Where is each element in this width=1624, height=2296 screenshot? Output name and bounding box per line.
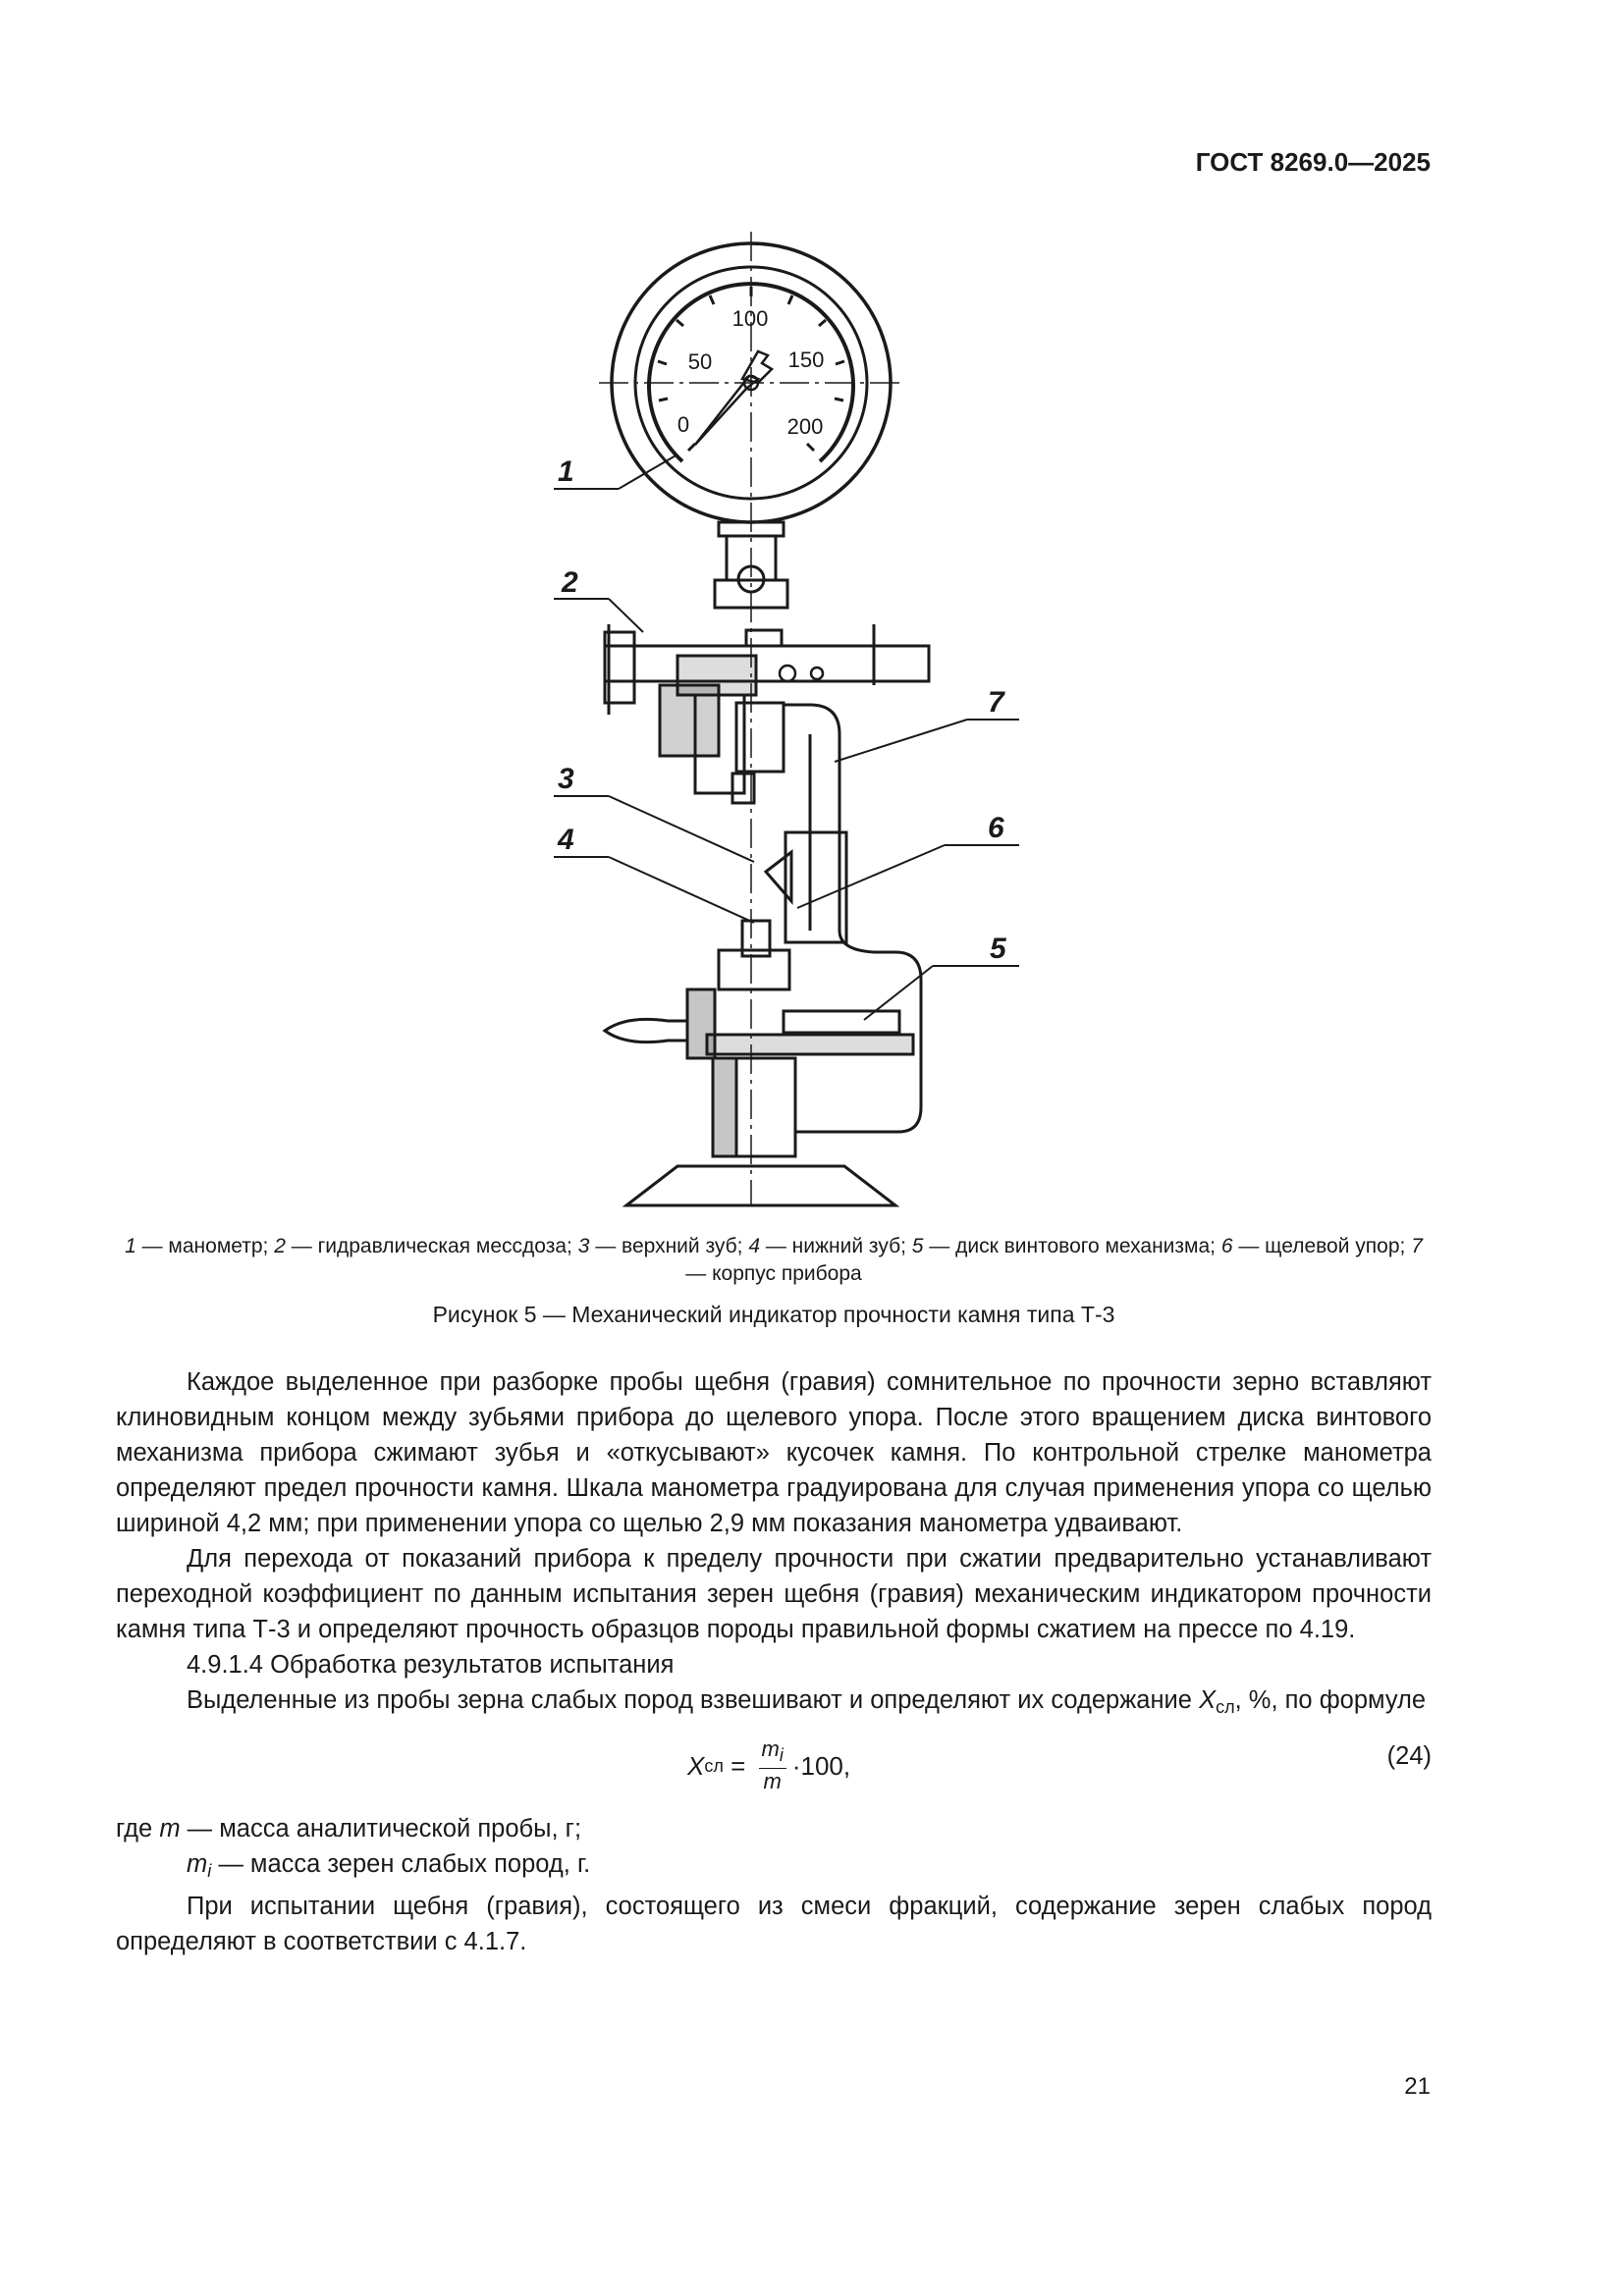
legend-num: 3 <box>577 1235 590 1257</box>
legend-text: — щелевой упор; <box>1232 1235 1412 1257</box>
numerator-sub: i <box>779 1745 784 1765</box>
legend-num: 2 <box>274 1235 286 1257</box>
paragraph-mixture: При испытании щебня (гравия), состоящего из смеси фракций, содержание зерен слабых пород определяют в соответствии с 4.1.7. <box>116 1893 1432 1955</box>
text-run: Выделенные из пробы зерна слабых пород взвешивают и определяют их содержание <box>187 1686 1200 1714</box>
legend-text: — манометр; <box>135 1235 275 1257</box>
callout-4: 4 <box>558 824 574 856</box>
callout-5: 5 <box>990 933 1006 965</box>
legend-text: — нижний зуб; <box>760 1235 912 1257</box>
fraction-denominator: m <box>763 1769 782 1793</box>
legend-text: — диск винтового механизма; <box>923 1235 1221 1257</box>
formula-tail: ·100, <box>791 1750 851 1781</box>
where-text: — масса зерен слабых пород, г. <box>211 1850 591 1878</box>
text-run: , %, по формуле <box>1234 1686 1427 1714</box>
formula-fraction <box>759 1736 786 1794</box>
legend-text: — корпус прибора <box>685 1262 862 1285</box>
equation-number: (24) <box>1386 1742 1432 1770</box>
gauge-label-50: 50 <box>687 349 713 374</box>
legend-text: — гидравлическая мессдоза; <box>285 1235 578 1257</box>
where-text: — масса аналитической пробы, г; <box>180 1815 582 1842</box>
formula-equals: = <box>723 1750 753 1781</box>
page-number: 21 <box>1404 2073 1431 2100</box>
callout-3: 3 <box>558 763 574 795</box>
figure-mechanical-indicator <box>550 224 1041 1225</box>
formula-expression <box>687 1736 850 1794</box>
legend-num: 4 <box>748 1235 760 1257</box>
legend-num: 7 <box>1411 1235 1423 1257</box>
gauge-label-150: 150 <box>787 347 825 372</box>
gauge-label-0: 0 <box>677 412 690 437</box>
legend-num: 6 <box>1220 1235 1233 1257</box>
where-sub-i: i <box>207 1861 212 1881</box>
subscript-sl: сл <box>1216 1697 1235 1717</box>
section-heading-4-9-1-4: 4.9.1.4 Обработка результатов испытания <box>187 1651 675 1679</box>
where-line-m <box>116 1811 1432 1846</box>
callout-6: 6 <box>988 812 1004 844</box>
paragraph-procedure: Каждое выделенное при разборке пробы щебня (гравия) сомнительное по прочности зерно вставляют клиновидным концом между зубьями прибора до щелевого упора. После этого вращением диска винтового механизма прибора сжимают зубья и «откусывают» кусочек камня. По контрольной стрелке манометра определяют предел прочности камня. Шкала манометра градуирована для случая применения упора со щелью шириной 4,2 мм; при применении упора со щелью 2,9 мм показания манометра удваивают. <box>116 1368 1432 1537</box>
variable-x: X <box>1199 1686 1217 1714</box>
figure-legend <box>116 1233 1432 1288</box>
callout-2: 2 <box>562 566 578 599</box>
gauge-label-200: 200 <box>786 414 824 439</box>
instrument-drawing <box>550 224 1041 1225</box>
figure-caption: Рисунок 5 — Механический индикатор прочности камня типа Т-3 <box>432 1302 1115 1327</box>
paragraph-conversion: Для перехода от показаний прибора к пределу прочности при сжатии предварительно устанавливают переходной коэффициент по данным испытания зерен щебня (гравия) механическим индикатором прочности камня типа Т-3 и определяют прочность образцов породы правильной формы сжатием на прессе по 4.19. <box>116 1545 1432 1643</box>
where-var-mi: m <box>187 1850 208 1878</box>
paragraph-weighing <box>116 1682 1432 1725</box>
body-text <box>116 1364 1432 1959</box>
formula-24 <box>116 1729 1432 1805</box>
document-header: ГОСТ 8269.0—2025 <box>1195 147 1431 177</box>
legend-num: 1 <box>125 1235 136 1257</box>
formula-lhs-var: X <box>687 1750 705 1781</box>
callout-7: 7 <box>988 686 1004 719</box>
gauge-label-100: 100 <box>731 306 769 331</box>
legend-num: 5 <box>911 1235 924 1257</box>
numerator-var: m <box>761 1736 780 1761</box>
where-prefix: где <box>116 1815 160 1842</box>
where-line-mi <box>116 1846 1432 1889</box>
callout-1: 1 <box>558 455 574 488</box>
where-var-m: m <box>159 1815 181 1842</box>
formula-lhs-sub: сл <box>704 1755 724 1776</box>
fraction-numerator <box>759 1736 786 1769</box>
legend-text: — верхний зуб; <box>589 1235 749 1257</box>
